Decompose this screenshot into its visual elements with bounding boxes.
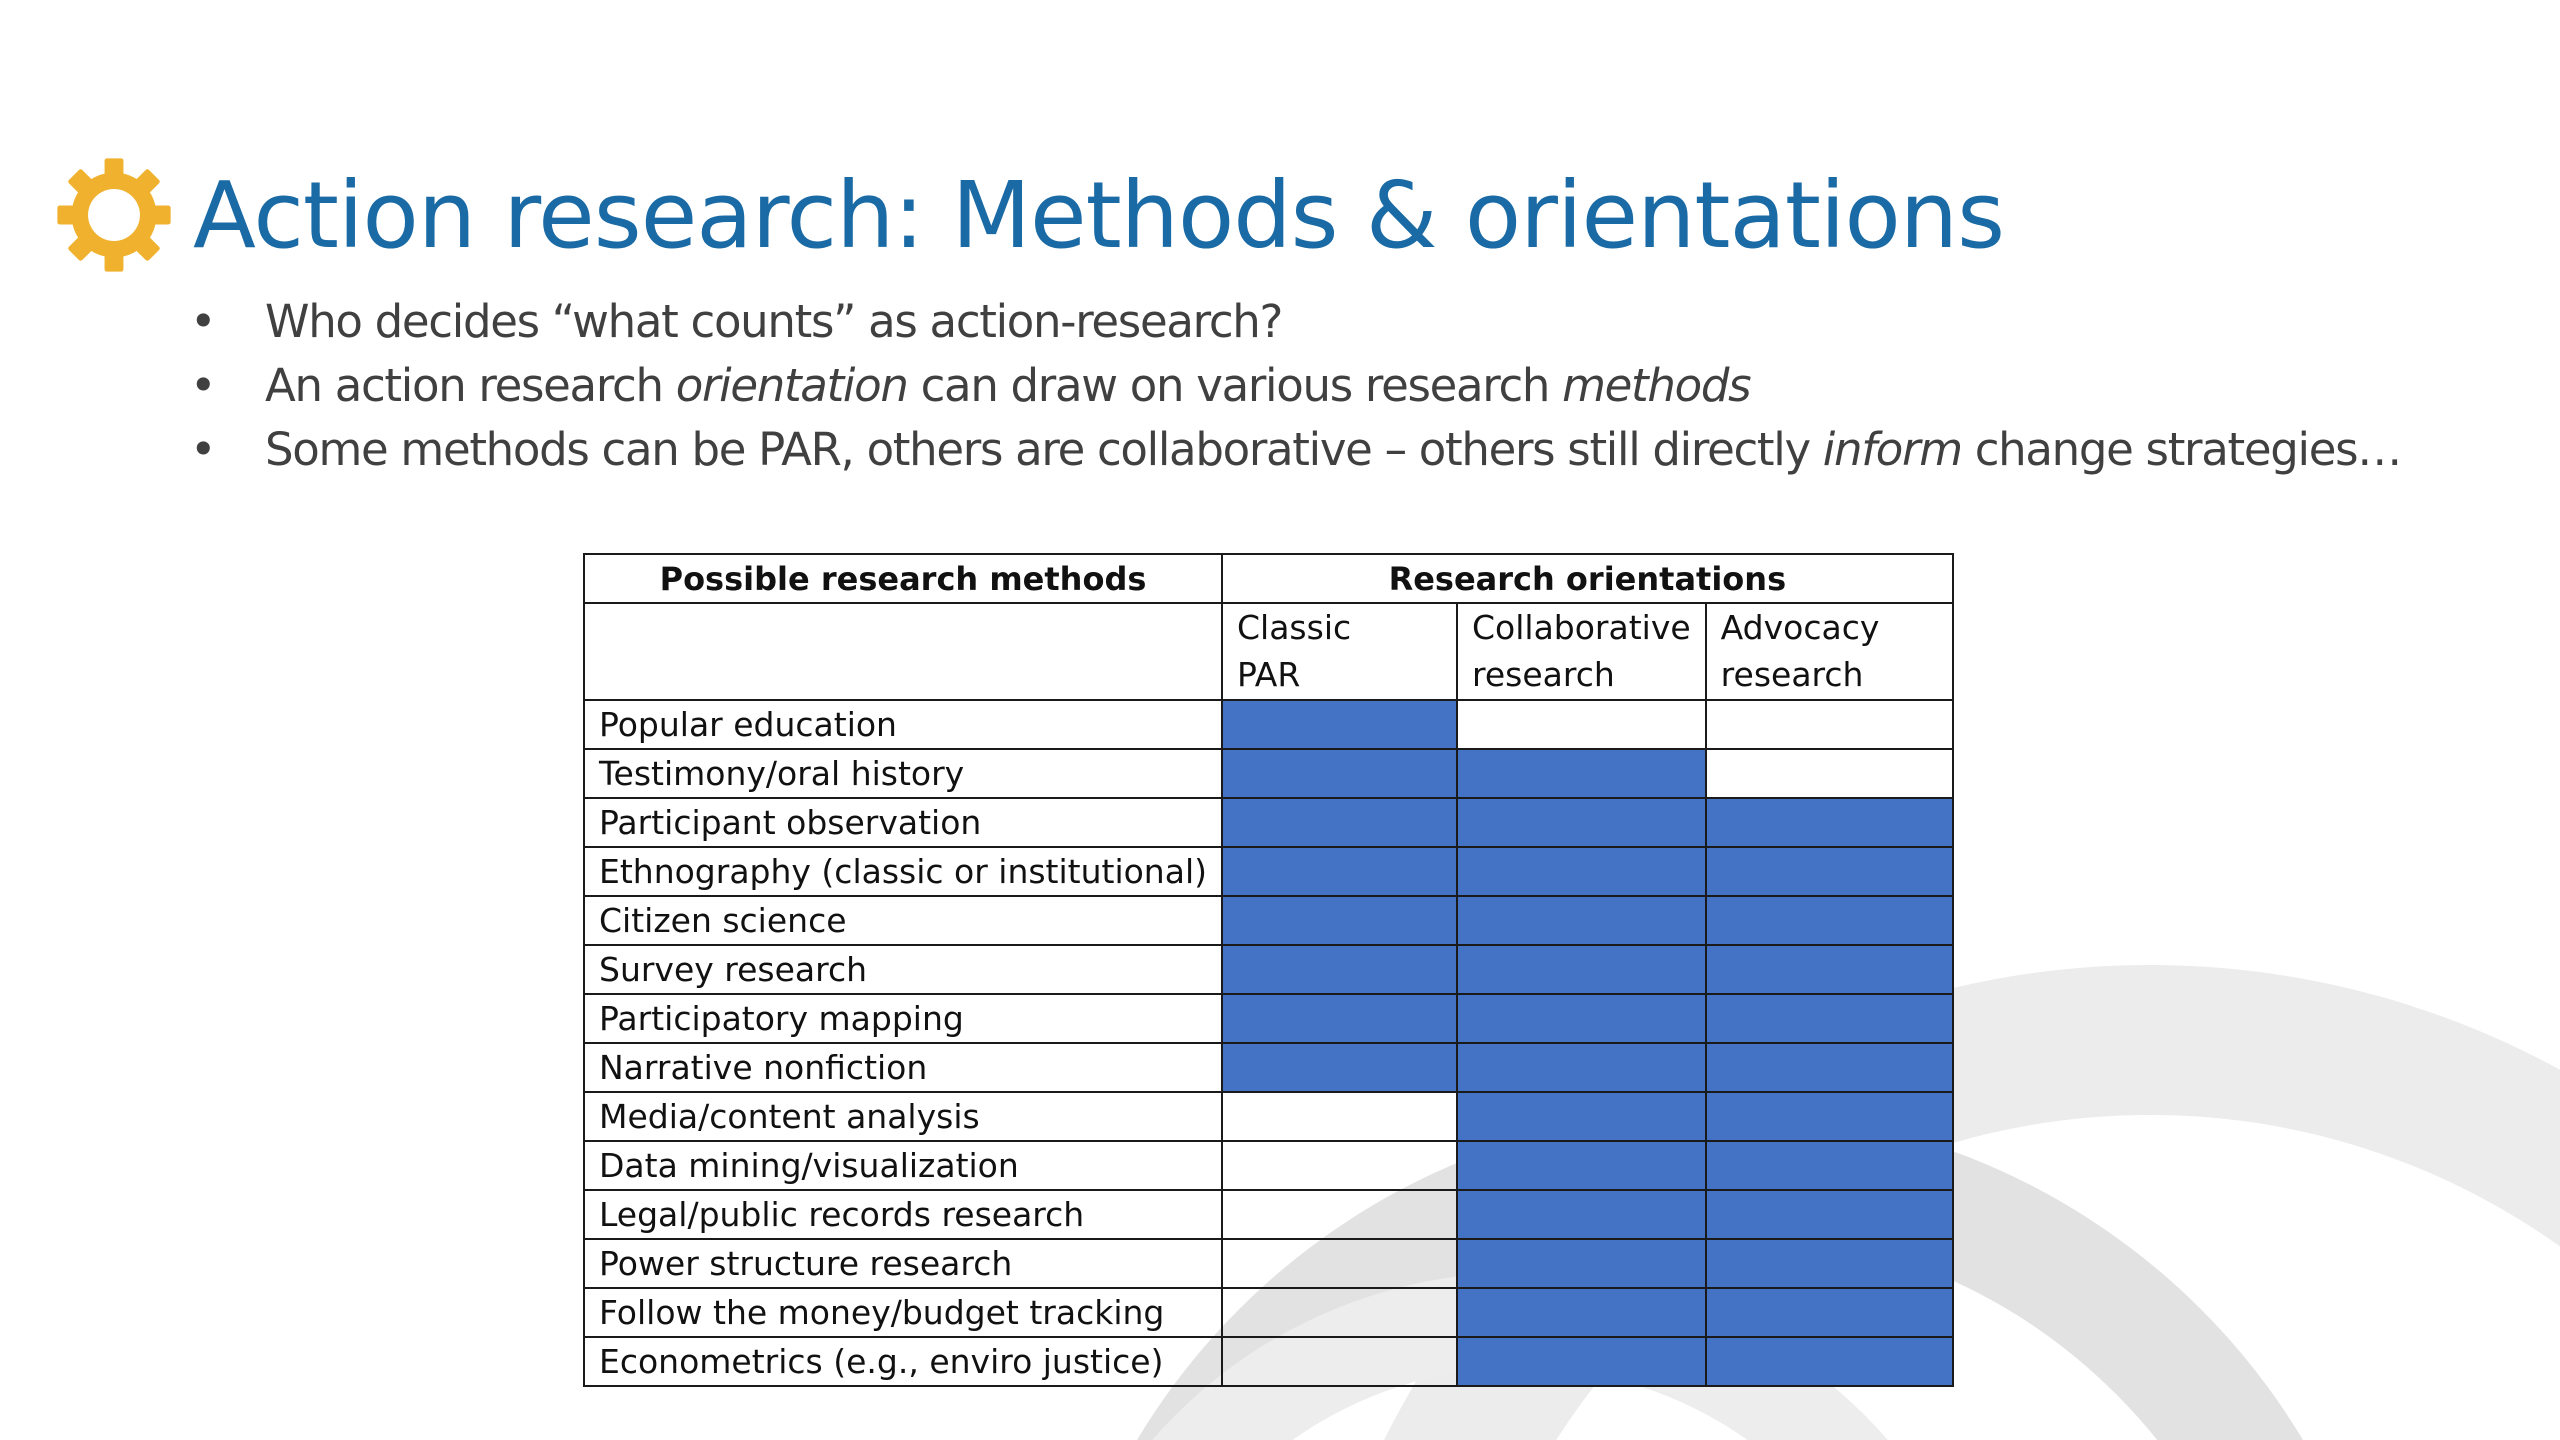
orientation-label-line1: Collaborative bbox=[1472, 608, 1691, 647]
not-applicable-cell bbox=[1222, 1288, 1457, 1337]
applicable-cell bbox=[1706, 1288, 1953, 1337]
method-cell: Participatory mapping bbox=[584, 994, 1222, 1043]
applicable-cell bbox=[1457, 1141, 1706, 1190]
applicable-cell bbox=[1457, 1337, 1706, 1386]
table-row bbox=[584, 1043, 1953, 1092]
applicable-cell bbox=[1457, 1239, 1706, 1288]
method-cell: Participant observation bbox=[584, 798, 1222, 847]
applicable-cell bbox=[1222, 945, 1457, 994]
bullet-glyph: • bbox=[190, 295, 216, 348]
bullet-item bbox=[190, 418, 2530, 482]
table-row bbox=[584, 1337, 1953, 1386]
title-row bbox=[55, 150, 2004, 280]
applicable-cell bbox=[1457, 749, 1706, 798]
table-row bbox=[584, 749, 1953, 798]
not-applicable-cell bbox=[1222, 1337, 1457, 1386]
applicable-cell bbox=[1706, 1337, 1953, 1386]
applicable-cell bbox=[1222, 847, 1457, 896]
method-cell: Follow the money/budget tracking bbox=[584, 1288, 1222, 1337]
method-cell: Ethnography (classic or institutional) bbox=[584, 847, 1222, 896]
applicable-cell bbox=[1222, 798, 1457, 847]
method-cell: Narrative nonfiction bbox=[584, 1043, 1222, 1092]
method-cell: Power structure research bbox=[584, 1239, 1222, 1288]
applicable-cell bbox=[1706, 994, 1953, 1043]
subheader-blank-cell bbox=[584, 603, 1222, 700]
table-row bbox=[584, 847, 1953, 896]
bullet-text: An action research bbox=[265, 359, 676, 412]
applicable-cell bbox=[1706, 945, 1953, 994]
applicable-cell bbox=[1457, 798, 1706, 847]
bullet-glyph: • bbox=[190, 423, 216, 476]
table-row bbox=[584, 1288, 1953, 1337]
applicable-cell bbox=[1222, 700, 1457, 749]
applicable-cell bbox=[1706, 847, 1953, 896]
table-row bbox=[584, 896, 1953, 945]
table-row bbox=[584, 1190, 1953, 1239]
applicable-cell bbox=[1706, 1190, 1953, 1239]
applicable-cell bbox=[1222, 1043, 1457, 1092]
applicable-cell bbox=[1706, 1141, 1953, 1190]
orientation-header-cell bbox=[1222, 603, 1457, 700]
not-applicable-cell bbox=[1222, 1239, 1457, 1288]
applicable-cell bbox=[1457, 1190, 1706, 1239]
bullet-item bbox=[190, 290, 2530, 354]
table-row bbox=[584, 1141, 1953, 1190]
method-cell: Legal/public records research bbox=[584, 1190, 1222, 1239]
method-cell: Media/content analysis bbox=[584, 1092, 1222, 1141]
methods-orientations-table bbox=[583, 553, 1954, 1387]
applicable-cell bbox=[1222, 896, 1457, 945]
method-cell: Testimony/oral history bbox=[584, 749, 1222, 798]
applicable-cell bbox=[1457, 1043, 1706, 1092]
bullet-text: Who decides “what counts” as action-research? bbox=[265, 295, 1283, 348]
applicable-cell bbox=[1706, 798, 1953, 847]
gear-icon bbox=[55, 156, 173, 274]
orientation-header-cell bbox=[1457, 603, 1706, 700]
table-row bbox=[584, 1092, 1953, 1141]
applicable-cell bbox=[1457, 847, 1706, 896]
method-cell: Survey research bbox=[584, 945, 1222, 994]
applicable-cell bbox=[1706, 1092, 1953, 1141]
not-applicable-cell bbox=[1457, 700, 1706, 749]
not-applicable-cell bbox=[1706, 749, 1953, 798]
header-methods: Possible research methods bbox=[584, 554, 1222, 603]
applicable-cell bbox=[1457, 994, 1706, 1043]
table-row bbox=[584, 994, 1953, 1043]
method-cell: Citizen science bbox=[584, 896, 1222, 945]
bullet-text-emphasis: methods bbox=[1562, 359, 1751, 412]
table-row bbox=[584, 945, 1953, 994]
applicable-cell bbox=[1706, 1043, 1953, 1092]
table-header-row bbox=[584, 554, 1953, 603]
bullet-text-emphasis: orientation bbox=[675, 359, 908, 412]
not-applicable-cell bbox=[1222, 1141, 1457, 1190]
table-row bbox=[584, 1239, 1953, 1288]
not-applicable-cell bbox=[1222, 1190, 1457, 1239]
orientation-label-line2: PAR bbox=[1237, 655, 1301, 694]
method-cell: Econometrics (e.g., enviro justice) bbox=[584, 1337, 1222, 1386]
bullet-list bbox=[190, 290, 2530, 482]
bullet-text: can draw on various research bbox=[907, 359, 1563, 412]
orientation-label-line1: Advocacy bbox=[1720, 608, 1880, 647]
applicable-cell bbox=[1222, 749, 1457, 798]
bullet-item bbox=[190, 354, 2530, 418]
header-orientations: Research orientations bbox=[1222, 554, 1953, 603]
applicable-cell bbox=[1706, 896, 1953, 945]
bullet-text: Some methods can be PAR, others are collaborative – others still directly bbox=[265, 423, 1823, 476]
applicable-cell bbox=[1457, 1288, 1706, 1337]
not-applicable-cell bbox=[1706, 700, 1953, 749]
bullet-text-emphasis: inform bbox=[1822, 423, 1962, 476]
orientation-header-cell bbox=[1706, 603, 1953, 700]
applicable-cell bbox=[1222, 994, 1457, 1043]
applicable-cell bbox=[1457, 1092, 1706, 1141]
not-applicable-cell bbox=[1222, 1092, 1457, 1141]
orientation-subheader-row bbox=[584, 603, 1953, 700]
applicable-cell bbox=[1706, 1239, 1953, 1288]
slide-title: Action research: Methods & orientations bbox=[193, 161, 2005, 269]
orientation-label-line1: Classic bbox=[1237, 608, 1352, 647]
table-row bbox=[584, 798, 1953, 847]
method-cell: Popular education bbox=[584, 700, 1222, 749]
applicable-cell bbox=[1457, 896, 1706, 945]
applicable-cell bbox=[1457, 945, 1706, 994]
method-cell: Data mining/visualization bbox=[584, 1141, 1222, 1190]
orientation-label-line2: research bbox=[1472, 655, 1615, 694]
table-row bbox=[584, 700, 1953, 749]
bullet-glyph: • bbox=[190, 359, 216, 412]
bullet-text: change strategies… bbox=[1961, 423, 2401, 476]
orientation-label-line2: research bbox=[1720, 655, 1864, 694]
